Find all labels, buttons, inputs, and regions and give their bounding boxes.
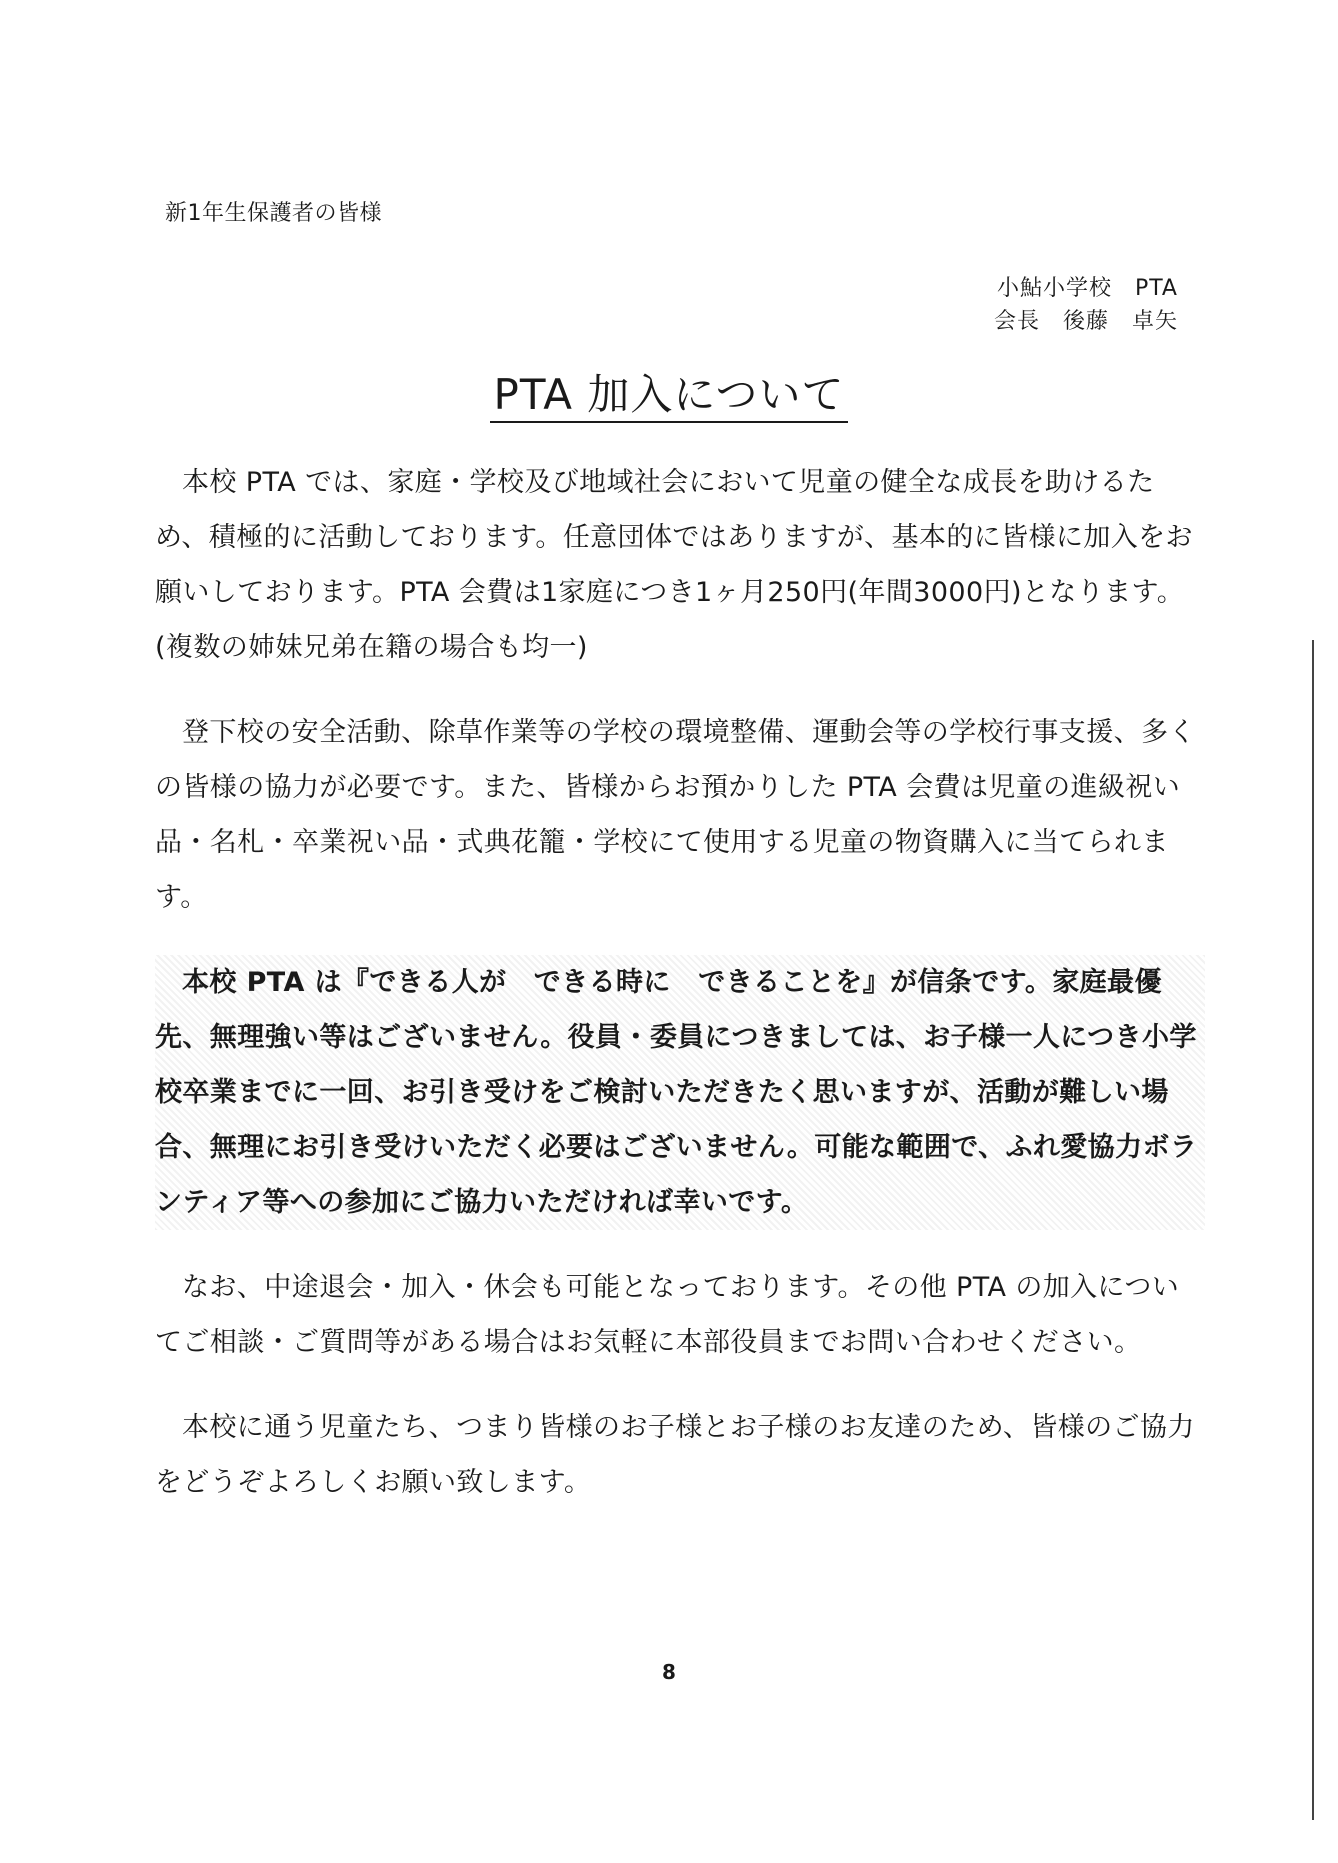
sender-organization: 小鮎小学校 PTA: [996, 276, 1178, 301]
addressee: 新1年生保護者の皆様: [165, 201, 382, 226]
paragraph-membership: 本校 PTA では、家庭・学校及び地域社会において児童の健全な成長を助けるため、積極的に活動しております。任意団体ではありますが、基本的に皆様に加入をお願いしております。PTA 会費は1家庭につき1ヶ月250円(年間3000円)となります。(複数の姉妹兄弟在籍の場合も均一): [155, 467, 1193, 663]
paragraph-closing: 本校に通う児童たち、つまり皆様のお子様とお子様のお友達のため、皆様のご協力をどうぞよろしくお願い致します。: [155, 1412, 1195, 1498]
scan-edge-line: [1312, 640, 1314, 1820]
sender-representative: 会長 後藤 卓矢: [993, 309, 1178, 334]
document-title: PTA 加入について: [490, 370, 849, 423]
document-body: [155, 455, 1205, 1540]
sender-block: [994, 272, 1178, 338]
paragraph-activities: 登下校の安全活動、除草作業等の学校の環境整備、運動会等の学校行事支援、多くの皆様の協力が必要です。また、皆様からお預かりした PTA 会費は児童の進級祝い品・名札・卒業祝い品・式典花籠・学校にて使用する児童の物資購入に当てられます。: [155, 717, 1196, 913]
document-title-row: [0, 362, 1338, 422]
page-number: 8: [662, 1660, 676, 1684]
paragraph-principles: 本校 PTA は『できる人が できる時に できることを』が信条です。家庭最優先、無理強い等はございません。役員・委員につきましては、お子様一人につき小学校卒業までに一回、お引き受けをご検討いただきたく思いますが、活動が難しい場合、無理にお引き受けいただく必要はございません。可能な範囲で、ふれ愛協力ボランティア等への参加にご協力いただければ幸いです。: [155, 955, 1205, 1230]
paragraph-withdrawal: なお、中途退会・加入・休会も可能となっております。その他 PTA の加入についてご相談・ご質問等がある場合はお気軽に本部役員までお問い合わせください。: [155, 1272, 1180, 1358]
